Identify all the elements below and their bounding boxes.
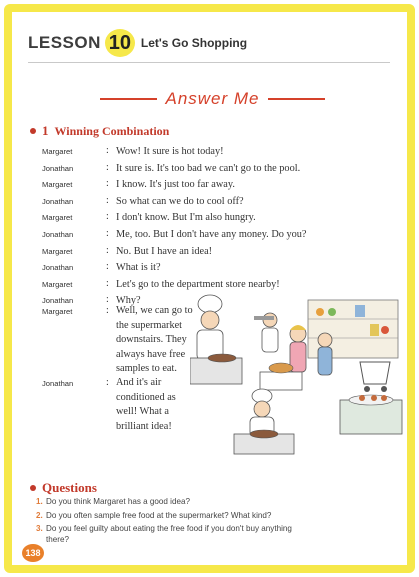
colon: : (106, 377, 109, 388)
colon: : (106, 277, 109, 289)
speaker-name: Jonathan (42, 379, 74, 388)
utterance: It sure is. It's too bad we can't go to the pool. (116, 162, 301, 174)
dialogue-line (42, 144, 402, 160)
dialogue-line (42, 244, 402, 260)
speaker-name: Margaret (42, 279, 73, 289)
section-title: Winning Combination (54, 123, 170, 138)
speaker-name: Margaret (42, 147, 73, 156)
dialogue-line (42, 177, 402, 193)
utterance: Me, too. But I don't have any money. Do you? (116, 228, 307, 240)
utterance-line: downstairs. They (116, 334, 187, 345)
utterance: What is it? (116, 262, 161, 274)
speaker-name: Jonathan (42, 163, 74, 173)
lesson-word: LESSON (28, 33, 101, 52)
speaker-name: Jonathan (42, 229, 74, 239)
colon: : (106, 227, 109, 239)
question-text (46, 524, 396, 545)
utterance-line: brilliant idea! (116, 420, 172, 432)
utterance-line: Well, we can go to (116, 305, 193, 316)
question-text (46, 497, 396, 508)
utterance-line: well! What a (116, 406, 169, 417)
dialogue (42, 144, 402, 310)
utterance-line: conditioned as (116, 391, 176, 403)
colon: : (106, 244, 109, 256)
question-line: Do you feel guilty about eating the free food if you don't buy anything (46, 524, 292, 533)
question-line: Do you think Margaret has a good idea? (46, 497, 190, 506)
colon: : (106, 211, 109, 223)
colon: : (106, 194, 109, 206)
colon: : (106, 145, 109, 156)
dialogue-line (42, 260, 402, 276)
utterance-line: always have free (116, 348, 186, 360)
utterance-line: samples to eat. (116, 363, 177, 374)
colon: : (106, 261, 109, 273)
utterance: I don't know. But I'm also hungry. (116, 212, 256, 224)
section-number: 1 (42, 123, 49, 138)
bullet-dot-icon (30, 128, 36, 134)
heading-line-right (268, 98, 325, 100)
colon: : (106, 305, 109, 316)
utterance: Wow! It sure is hot today! (116, 146, 224, 157)
heading-line-left (100, 98, 157, 100)
section-title: Questions (42, 480, 97, 495)
colon: : (106, 294, 109, 306)
question-list (36, 497, 396, 548)
speaker-name: Jonathan (42, 296, 74, 306)
lesson-title: Let's Go Shopping (140, 36, 248, 50)
utterance: So what can we do to cool off? (116, 195, 244, 207)
utterance-line: And it's air (116, 377, 162, 388)
question-item (36, 511, 396, 522)
lesson-header (28, 28, 247, 58)
dialogue-line (42, 227, 402, 243)
colon: : (106, 161, 109, 173)
question-line: Do you often sample free food at the supermarket? What kind? (46, 510, 272, 520)
question-text (46, 511, 396, 522)
dialogue-line (42, 161, 402, 177)
dialogue-line (42, 194, 402, 210)
answer-me-heading (100, 88, 325, 110)
question-item (36, 524, 396, 545)
header-divider (28, 62, 390, 63)
page-number-badge: 138 (22, 544, 44, 562)
supermarket-illustration (190, 292, 405, 457)
lesson-number-badge: 10 (105, 29, 135, 57)
speaker-name: Jonathan (42, 196, 74, 206)
bullet-dot-icon (30, 485, 36, 491)
speaker-name: Jonathan (42, 263, 74, 273)
speaker-name: Margaret (42, 180, 73, 190)
utterance: I know. It's just too far away. (116, 179, 235, 191)
answer-me-title: Answer Me (165, 89, 260, 108)
question-item (36, 497, 396, 508)
utterance: Let's go to the department store nearby! (116, 278, 280, 290)
question-line: there? (46, 534, 69, 544)
section-winning-combination (30, 123, 169, 139)
speaker-name: Margaret (42, 307, 73, 316)
speaker-name: Margaret (42, 213, 73, 223)
dialogue-line (42, 210, 402, 226)
utterance: Why? (116, 295, 141, 307)
dialogue-line-wrapped (42, 376, 208, 434)
dialogue-line-wrapped (42, 304, 208, 377)
dialogue-line (42, 277, 402, 293)
section-questions (30, 480, 97, 496)
question-number: 3. (36, 524, 43, 533)
question-number: 2. (36, 510, 43, 520)
utterance-line: the supermarket (116, 319, 183, 331)
speaker-name: Margaret (42, 246, 73, 256)
colon: : (106, 178, 109, 190)
question-number: 1. (36, 497, 43, 506)
utterance: No. But I have an idea! (116, 245, 213, 257)
